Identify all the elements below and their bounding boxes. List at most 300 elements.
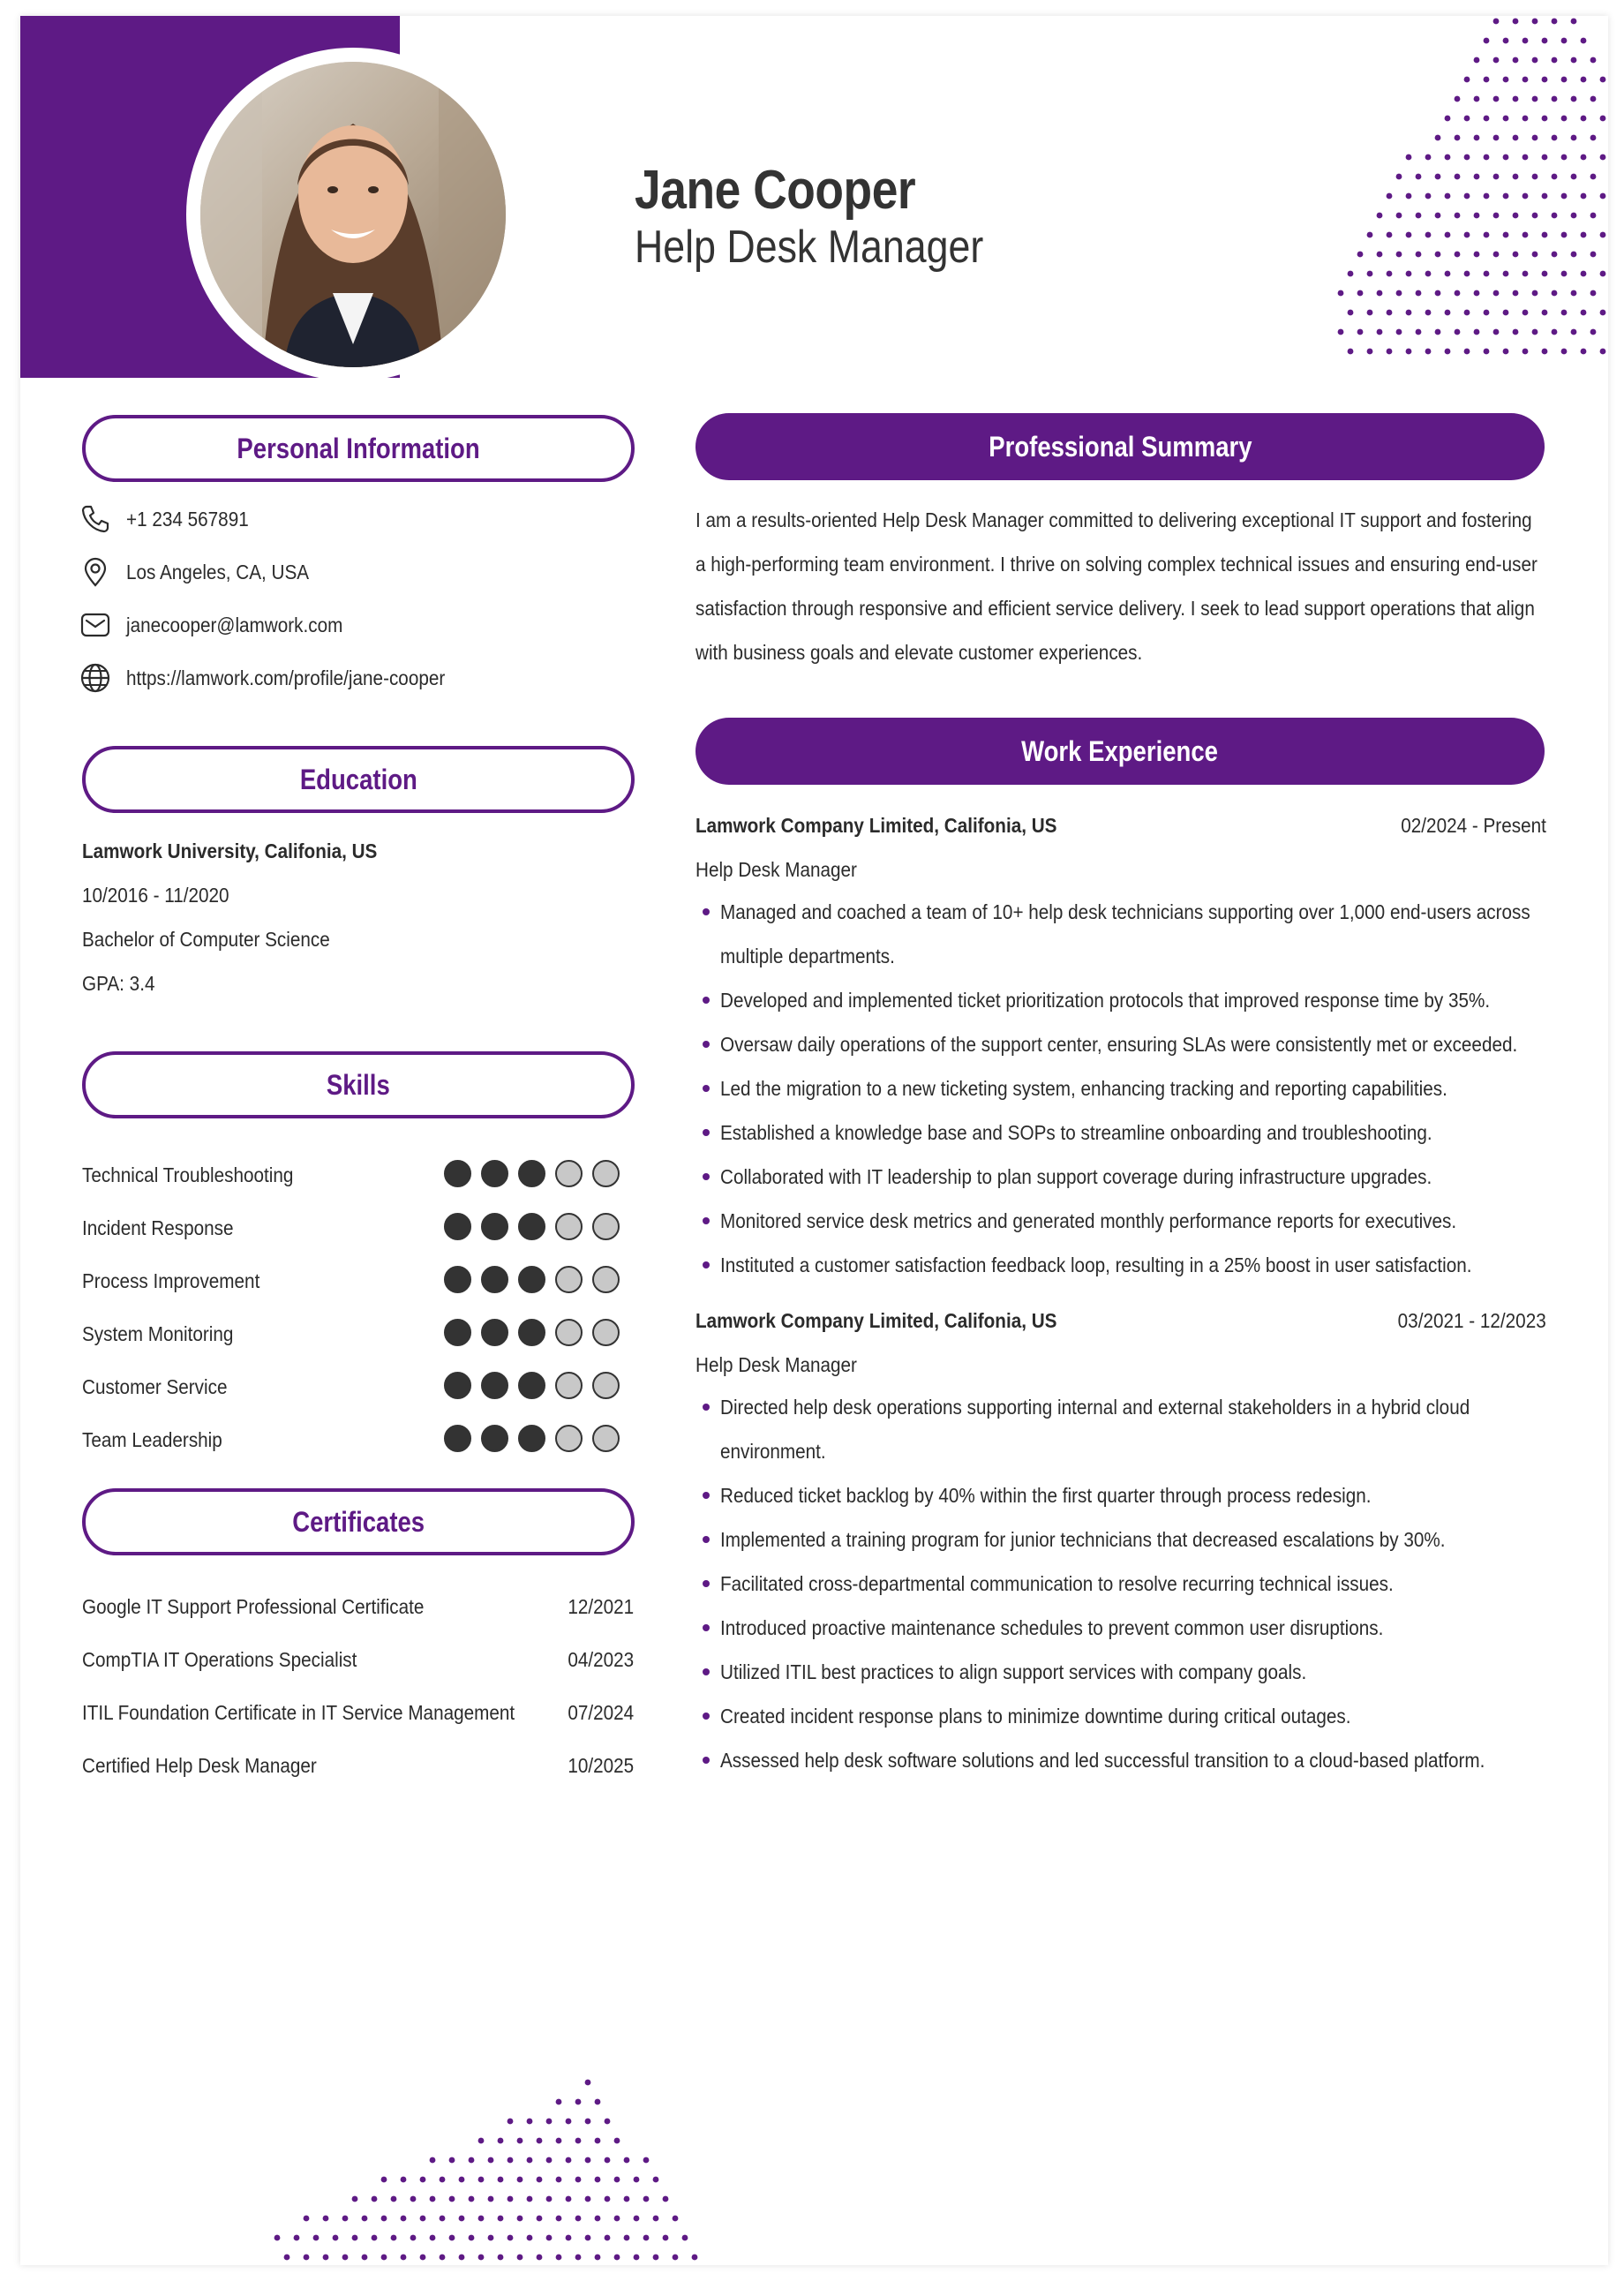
decorative-dot	[1367, 232, 1373, 238]
decorative-dot	[1435, 329, 1441, 335]
decorative-dot	[1542, 116, 1548, 122]
decorative-dot	[1522, 38, 1529, 44]
decorative-dot	[1600, 349, 1606, 355]
skill-row	[82, 1262, 629, 1298]
decorative-dot	[1522, 271, 1529, 277]
decorative-dot	[478, 2177, 485, 2183]
decorative-dot	[1542, 349, 1548, 355]
website-text[interactable]: https://lamwork.com/profile/jane-cooper	[126, 666, 446, 689]
decorative-dot	[595, 2177, 601, 2183]
decorative-dot	[1581, 232, 1587, 238]
decorative-dot	[1474, 57, 1480, 64]
decorative-dot	[1455, 213, 1461, 219]
decorative-dot	[595, 2216, 601, 2222]
rating-dot-empty	[555, 1266, 583, 1293]
decorative-dot	[634, 2216, 640, 2222]
job-role: Help Desk Manager	[695, 1353, 857, 1376]
rating-dot-filled	[444, 1160, 471, 1187]
certificate-name: ITIL Foundation Certificate in IT Service Management	[82, 1701, 515, 1724]
decorative-dot	[1513, 252, 1519, 258]
job-bullet	[695, 890, 1552, 978]
decorative-dot	[440, 2255, 446, 2261]
rating-dot-empty	[592, 1160, 620, 1187]
section-header-skills	[82, 1051, 635, 1118]
decorative-dot	[430, 2235, 436, 2241]
decorative-dot	[1416, 174, 1422, 180]
decorative-dot	[488, 2157, 494, 2164]
decorative-dot	[1600, 232, 1606, 238]
decorative-dot	[1406, 232, 1412, 238]
decorative-dot	[1455, 96, 1461, 102]
rating-dot-filled	[481, 1213, 508, 1240]
decorative-dot	[1357, 290, 1364, 297]
section-header-personal	[82, 415, 635, 482]
decorative-dot	[1474, 96, 1480, 102]
decorative-dot	[1552, 252, 1558, 258]
decorative-dot	[1445, 232, 1451, 238]
decorative-dot	[459, 2177, 465, 2183]
decorative-dot	[1600, 77, 1606, 83]
decorative-dot	[1493, 135, 1500, 141]
education-dates: 10/2016 - 11/2020	[82, 884, 229, 907]
decorative-dot	[488, 2235, 494, 2241]
job-company: Lamwork Company Limited, Califonia, US	[695, 1309, 1057, 1332]
decorative-dot	[1493, 290, 1500, 297]
decorative-dot	[1416, 329, 1422, 335]
decorative-dot	[1435, 252, 1441, 258]
skill-rating	[444, 1372, 620, 1399]
decorative-dot	[1387, 310, 1393, 316]
decorative-dot	[420, 2177, 426, 2183]
decorative-dot	[605, 2119, 611, 2125]
decorative-dot	[527, 2235, 533, 2241]
globe-icon	[79, 661, 112, 695]
decorative-dot	[1600, 116, 1606, 122]
decorative-dot	[634, 2177, 640, 2183]
decorative-dot	[1484, 116, 1490, 122]
resume-page	[20, 16, 1608, 2265]
job-bullet	[695, 1022, 1552, 1066]
rating-dot-empty	[555, 1160, 583, 1187]
decorative-dot	[1445, 154, 1451, 161]
skill-row	[82, 1156, 629, 1192]
decorative-dot	[352, 2235, 358, 2241]
decorative-dot	[372, 2196, 378, 2202]
rating-dot-empty	[555, 1319, 583, 1346]
decorative-dot	[605, 2196, 611, 2202]
decorative-dot	[1435, 290, 1441, 297]
decorative-dot	[653, 2255, 659, 2261]
decorative-dot	[1552, 57, 1558, 64]
decorative-dot	[323, 2255, 329, 2261]
decorative-dot	[1503, 116, 1509, 122]
decorative-dot	[556, 2216, 562, 2222]
decorative-dot	[1406, 310, 1412, 316]
decorative-dot	[459, 2255, 465, 2261]
certificate-name: Google IT Support Professional Certificate	[82, 1595, 425, 1618]
email-text[interactable]: janecooper@lamwork.com	[126, 613, 343, 636]
decorative-dot	[1590, 57, 1597, 64]
decorative-dot	[1590, 96, 1597, 102]
decorative-dot	[1396, 290, 1402, 297]
decorative-dot	[575, 2177, 582, 2183]
decorative-dot	[546, 2157, 553, 2164]
decorative-dot	[546, 2119, 553, 2125]
decorative-dot	[1522, 310, 1529, 316]
decorative-dot	[653, 2216, 659, 2222]
decorative-dot	[1493, 57, 1500, 64]
decorative-dot	[1590, 252, 1597, 258]
decorative-dot	[1435, 213, 1441, 219]
decorative-dot	[498, 2216, 504, 2222]
decorative-dot	[313, 2235, 320, 2241]
decorative-dot	[1513, 174, 1519, 180]
decorative-dot	[1396, 329, 1402, 335]
job-bullet	[695, 1066, 1552, 1110]
decorative-dot	[469, 2157, 475, 2164]
decorative-dot	[1474, 213, 1480, 219]
decorative-dot	[605, 2235, 611, 2241]
rating-dot-filled	[518, 1372, 545, 1399]
rating-dot-empty	[592, 1425, 620, 1452]
decorative-dot	[1571, 57, 1577, 64]
decorative-dot	[1367, 349, 1373, 355]
decorative-dot	[1571, 329, 1577, 335]
decorative-dot	[1561, 349, 1568, 355]
decorative-dot	[663, 2235, 669, 2241]
decorative-dot	[1590, 135, 1597, 141]
decorative-dot	[1542, 154, 1548, 161]
decorative-dot	[575, 2216, 582, 2222]
decorative-dot	[575, 2099, 582, 2105]
decorative-dot	[1357, 252, 1364, 258]
decorative-dot	[1503, 154, 1509, 161]
job-bullet	[695, 1562, 1552, 1606]
rating-dot-filled	[518, 1266, 545, 1293]
decorative-dot	[634, 2255, 640, 2261]
decorative-dot	[517, 2255, 523, 2261]
decorative-dot	[1493, 174, 1500, 180]
decorative-dot	[1513, 96, 1519, 102]
rating-dot-filled	[481, 1372, 508, 1399]
decorative-dot	[352, 2196, 358, 2202]
decorative-dot	[1542, 38, 1548, 44]
decorative-dot	[1532, 57, 1538, 64]
decorative-dot	[1464, 193, 1470, 199]
decorative-dot	[294, 2235, 300, 2241]
decorative-dot	[556, 2177, 562, 2183]
job-bullet-text: Introduced proactive maintenance schedules to prevent common user disruptions.	[720, 1616, 1384, 1639]
decorative-dot	[1377, 213, 1383, 219]
decorative-dot	[1445, 271, 1451, 277]
decorative-dot	[1503, 77, 1509, 83]
candidate-title: Help Desk Manager	[635, 222, 984, 273]
decorative-dot	[1387, 232, 1393, 238]
candidate-name: Jane Cooper	[635, 160, 916, 221]
decorative-dot	[1532, 290, 1538, 297]
decorative-dot	[1552, 174, 1558, 180]
decorative-dot	[1348, 271, 1354, 277]
decorative-dot	[682, 2235, 688, 2241]
decorative-dot	[478, 2255, 485, 2261]
decorative-dot	[673, 2255, 679, 2261]
job-bullet-text: Utilized ITIL best practices to align support services with company goals.	[720, 1660, 1307, 1683]
decorative-dot	[1522, 232, 1529, 238]
job-role: Help Desk Manager	[695, 858, 857, 881]
decorative-dot	[430, 2157, 436, 2164]
decorative-dot	[1542, 271, 1548, 277]
decorative-dot	[508, 2157, 514, 2164]
rating-dot-filled	[481, 1160, 508, 1187]
decorative-dot	[575, 2138, 582, 2144]
contact-website	[79, 660, 480, 696]
decorative-dot	[362, 2216, 368, 2222]
skill-rating	[444, 1319, 620, 1346]
decorative-dot	[1571, 252, 1577, 258]
decorative-dot	[1464, 116, 1470, 122]
skill-rating	[444, 1266, 620, 1293]
job-dates: 02/2024 - Present	[1401, 814, 1546, 837]
decorative-dot	[643, 2196, 650, 2202]
decorative-dot	[284, 2255, 290, 2261]
skill-name: Team Leadership	[82, 1428, 222, 1451]
certificate-name: CompTIA IT Operations Specialist	[82, 1648, 357, 1671]
decorative-dot	[401, 2216, 407, 2222]
decorative-dot	[1455, 290, 1461, 297]
decorative-dot	[1464, 154, 1470, 161]
decorative-dot	[1464, 349, 1470, 355]
decorative-dot	[1600, 193, 1606, 199]
decorative-dot	[1503, 232, 1509, 238]
decorative-dot	[1581, 77, 1587, 83]
decorative-dot	[1532, 213, 1538, 219]
decorative-dot	[1513, 57, 1519, 64]
decorative-dot	[1571, 213, 1577, 219]
contact-phone	[79, 501, 262, 537]
job-bullet	[695, 1738, 1552, 1782]
decorative-dot	[1425, 310, 1432, 316]
decorative-dot	[1581, 349, 1587, 355]
decorative-dot	[410, 2235, 417, 2241]
decorative-dot	[595, 2099, 601, 2105]
decorative-dot	[459, 2216, 465, 2222]
job-bullet-text: Created incident response plans to minimize downtime during critical outages.	[720, 1705, 1351, 1728]
decorative-dot	[614, 2177, 620, 2183]
decorative-dot	[1561, 38, 1568, 44]
job-bullet	[695, 1473, 1552, 1517]
decorative-dot	[1561, 193, 1568, 199]
decorative-dot	[566, 2235, 572, 2241]
decorative-dot	[624, 2235, 630, 2241]
decorative-dot	[1464, 232, 1470, 238]
skill-row	[82, 1368, 629, 1404]
decorative-dot	[527, 2157, 533, 2164]
decorative-dot	[381, 2177, 387, 2183]
decorative-dot	[1590, 329, 1597, 335]
decorative-dot	[1522, 349, 1529, 355]
decorative-dot	[1416, 290, 1422, 297]
job-bullets	[695, 1385, 1552, 1782]
decorative-dot	[585, 2157, 591, 2164]
rating-dot-filled	[444, 1213, 471, 1240]
job-bullet	[695, 1110, 1552, 1155]
decorative-dot	[1445, 349, 1451, 355]
education-gpa: GPA: 3.4	[82, 972, 155, 995]
job-bullet-text: Collaborated with IT leadership to plan support coverage during infrastructure upgrades.	[720, 1165, 1432, 1188]
decorative-dot	[1600, 154, 1606, 161]
skill-name: Customer Service	[82, 1375, 228, 1398]
profile-photo	[200, 62, 506, 367]
rating-dot-empty	[592, 1266, 620, 1293]
section-title: Professional Summary	[988, 430, 1252, 463]
section-title: Personal Information	[237, 432, 480, 464]
decorative-dot	[585, 2235, 591, 2241]
rating-dot-filled	[444, 1319, 471, 1346]
decorative-dot	[1474, 135, 1480, 141]
decorative-dot	[1590, 174, 1597, 180]
decorative-dot	[1474, 174, 1480, 180]
decorative-dot	[605, 2157, 611, 2164]
decorative-dot	[1552, 96, 1558, 102]
decorative-dot	[1484, 232, 1490, 238]
decorative-dot	[1396, 252, 1402, 258]
decorative-dot	[478, 2216, 485, 2222]
decorative-dot	[1561, 310, 1568, 316]
decorative-dot	[449, 2196, 455, 2202]
job-bullet	[695, 1694, 1552, 1738]
decorative-dot	[1571, 174, 1577, 180]
certificate-date: 12/2021	[568, 1595, 634, 1618]
decorative-dot	[498, 2138, 504, 2144]
decorative-dot	[1464, 310, 1470, 316]
skill-name: Process Improvement	[82, 1269, 260, 1292]
decorative-dot	[614, 2216, 620, 2222]
decorative-dot	[585, 2080, 591, 2086]
skill-name: System Monitoring	[82, 1322, 234, 1345]
decorative-dot	[1532, 135, 1538, 141]
decorative-dot	[1581, 116, 1587, 122]
decorative-dot	[362, 2255, 368, 2261]
decorative-dot	[1338, 290, 1344, 297]
decorative-dot	[1425, 271, 1432, 277]
decorative-dot	[546, 2196, 553, 2202]
decorative-dot	[1445, 116, 1451, 122]
decorative-dot	[624, 2157, 630, 2164]
job-company: Lamwork Company Limited, Califonia, US	[695, 814, 1057, 837]
decorative-dot	[1425, 232, 1432, 238]
decorative-dot	[440, 2216, 446, 2222]
job-bullet-text: Established a knowledge base and SOPs to streamline onboarding and troubleshooting.	[720, 1121, 1432, 1144]
decorative-dot	[1513, 135, 1519, 141]
decorative-dot	[1503, 38, 1509, 44]
contact-location	[79, 554, 329, 590]
decorative-dot	[381, 2216, 387, 2222]
decorative-dot	[1484, 38, 1490, 44]
decorative-dot	[1484, 77, 1490, 83]
decorative-dot	[1542, 77, 1548, 83]
section-title: Work Experience	[1021, 734, 1219, 767]
dot-pattern-top	[1335, 16, 1608, 360]
decorative-dot	[1503, 310, 1509, 316]
decorative-dot	[1396, 213, 1402, 219]
decorative-dot	[1571, 96, 1577, 102]
decorative-dot	[1474, 252, 1480, 258]
job-bullet-text: Oversaw daily operations of the support center, ensuring SLAs were consistently met or exceeded.	[720, 1033, 1518, 1056]
skill-name: Technical Troubleshooting	[82, 1163, 294, 1186]
decorative-dot	[1571, 135, 1577, 141]
decorative-dot	[1425, 193, 1432, 199]
decorative-dot	[304, 2255, 310, 2261]
decorative-dot	[585, 2119, 591, 2125]
decorative-dot	[1581, 38, 1587, 44]
section-title: Skills	[327, 1068, 390, 1101]
decorative-dot	[1425, 349, 1432, 355]
job-bullet	[695, 978, 1552, 1022]
decorative-dot	[1455, 252, 1461, 258]
section-header-education	[82, 746, 635, 813]
location-pin-icon	[79, 555, 112, 589]
decorative-dot	[1581, 310, 1587, 316]
job-bullet	[695, 1517, 1552, 1562]
decorative-dot	[1435, 174, 1441, 180]
decorative-dot	[1542, 310, 1548, 316]
decorative-dot	[1532, 19, 1538, 25]
decorative-dot	[1493, 213, 1500, 219]
decorative-dot	[546, 2235, 553, 2241]
decorative-dot	[1396, 174, 1402, 180]
decorative-dot	[1581, 193, 1587, 199]
decorative-dot	[1377, 290, 1383, 297]
section-header-certificates	[82, 1488, 635, 1555]
decorative-dot	[527, 2196, 533, 2202]
decorative-dot	[1552, 135, 1558, 141]
decorative-dot	[1406, 154, 1412, 161]
decorative-dot	[1600, 271, 1606, 277]
job-bullet-text: Instituted a customer satisfaction feedback loop, resulting in a 25% boost in user satisfaction.	[720, 1253, 1472, 1276]
decorative-dot	[1348, 349, 1354, 355]
decorative-dot	[1581, 271, 1587, 277]
decorative-dot	[1571, 290, 1577, 297]
decorative-dot	[653, 2177, 659, 2183]
rating-dot-empty	[555, 1213, 583, 1240]
decorative-dot	[1484, 310, 1490, 316]
decorative-dot	[1377, 252, 1383, 258]
decorative-dot	[391, 2235, 397, 2241]
decorative-dot	[1522, 116, 1529, 122]
section-title: Certificates	[292, 1505, 425, 1538]
decorative-dot	[449, 2157, 455, 2164]
section-header-experience	[695, 718, 1545, 785]
decorative-dot	[614, 2255, 620, 2261]
job-bullet-text: Developed and implemented ticket prioritization protocols that improved response time by 35%.	[720, 989, 1491, 1012]
decorative-dot	[1561, 154, 1568, 161]
decorative-dot	[1552, 213, 1558, 219]
decorative-dot	[508, 2119, 514, 2125]
decorative-dot	[1532, 252, 1538, 258]
decorative-dot	[1532, 174, 1538, 180]
job-bullet	[695, 1385, 1552, 1473]
decorative-dot	[391, 2196, 397, 2202]
decorative-dot	[410, 2196, 417, 2202]
decorative-dot	[692, 2255, 698, 2261]
rating-dot-filled	[444, 1425, 471, 1452]
contact-email	[79, 607, 367, 643]
decorative-dot	[1387, 271, 1393, 277]
decorative-dot	[556, 2255, 562, 2261]
decorative-dot	[1416, 213, 1422, 219]
decorative-dot	[537, 2216, 543, 2222]
decorative-dot	[1513, 213, 1519, 219]
